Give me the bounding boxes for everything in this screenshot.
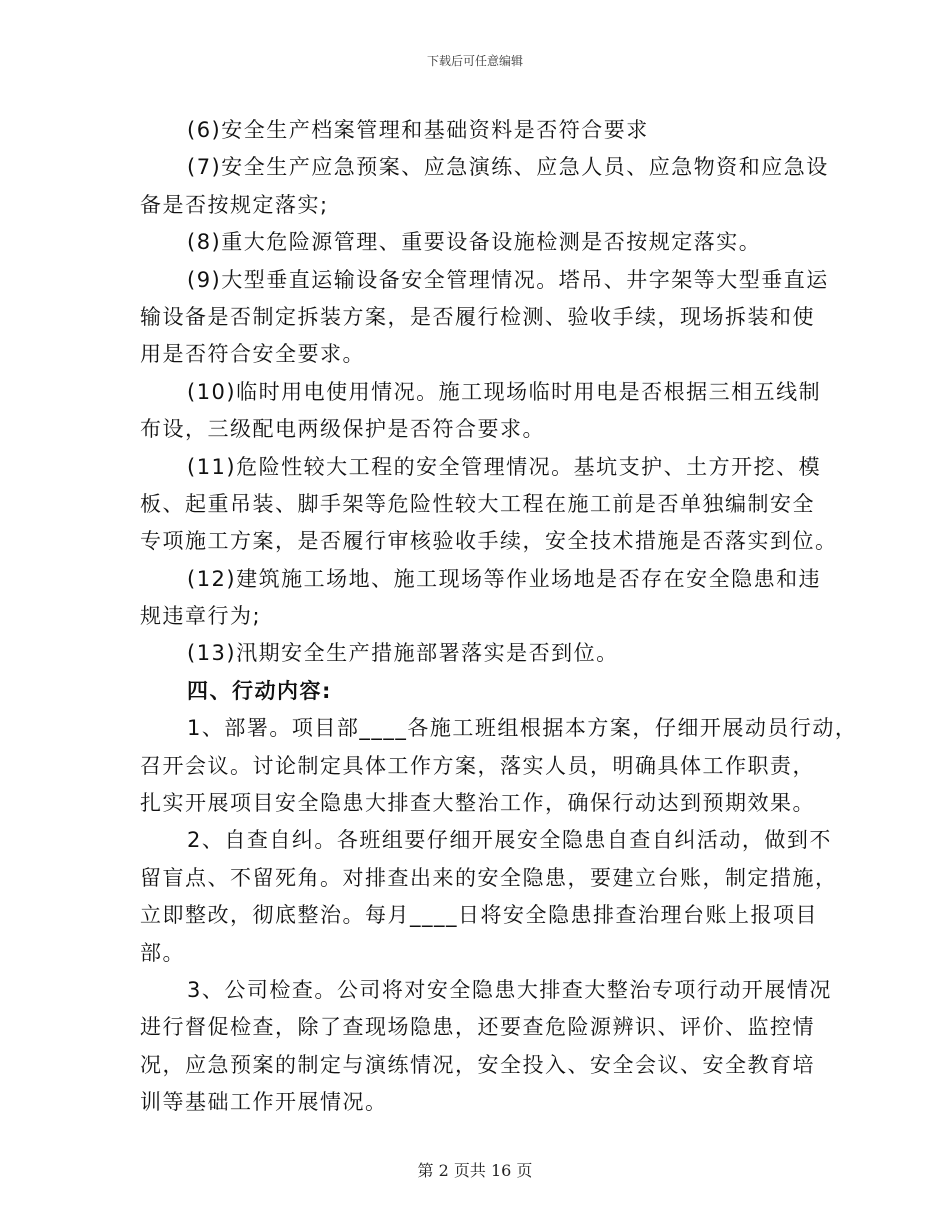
text-line: (9)大型垂直运输设备安全管理情况。塔吊、井字架等大型垂直运 bbox=[187, 267, 829, 292]
text-line: 立即整改，彻底整治。每月____日将安全隐患排查治理台账上报项目 bbox=[140, 903, 818, 928]
text-line: 1、部署。项目部____各施工班组根据本方案，仔细开展动员行动， bbox=[187, 716, 858, 741]
text-line: 况，应急预案的制定与演练情况，安全投入、安全会议、安全教育培 bbox=[140, 1052, 815, 1077]
text-line: 3、公司检查。公司将对安全隐患大排查大整治专项行动开展情况 bbox=[187, 977, 832, 1002]
text-line: 规违章行为; bbox=[140, 604, 262, 629]
text-line: (13)汛期安全生产措施部署落实是否到位。 bbox=[187, 641, 619, 666]
text-line: (10)临时用电使用情况。施工现场临时用电是否根据三相五线制 bbox=[187, 379, 822, 404]
section-heading: 四、行动内容: bbox=[187, 678, 332, 703]
text-line: 2、自查自纠。各班组要仔细开展安全隐患自查自纠活动，做到不 bbox=[187, 828, 832, 853]
text-line: 召开会议。讨论制定具体工作方案，落实人员，明确具体工作职责， bbox=[140, 753, 815, 778]
text-line: 训等基础工作开展情况。 bbox=[140, 1090, 388, 1115]
text-line: 用是否符合安全要求。 bbox=[140, 342, 365, 367]
text-line: (12)建筑施工场地、施工现场等作业场地是否存在安全隐患和违 bbox=[187, 566, 822, 591]
text-line: 留盲点、不留死角。对排查出来的安全隐患，要建立台账，制定措施， bbox=[140, 865, 838, 890]
text-line: 板、起重吊装、脚手架等危险性较大工程在施工前是否单独编制安全 bbox=[140, 491, 815, 516]
text-line: 备是否按规定落实; bbox=[140, 192, 329, 217]
text-line: 输设备是否制定拆装方案，是否履行检测、验收手续，现场拆装和使 bbox=[140, 304, 815, 329]
text-line: 进行督促检查，除了查现场隐患，还要查危险源辨识、评价、监控情 bbox=[140, 1015, 815, 1040]
page-footer: 第 2 页共 16 页 bbox=[417, 1161, 533, 1180]
page-header: 下载后可任意编辑 bbox=[426, 54, 523, 68]
text-line: 扎实开展项目安全隐患大排查大整治工作，确保行动达到预期效果。 bbox=[140, 791, 815, 816]
text-line: 部。 bbox=[140, 940, 185, 965]
text-line: (6)安全生产档案管理和基础资料是否符合要求 bbox=[187, 118, 649, 142]
text-line: 专项施工方案，是否履行审核验收手续，安全技术措施是否落实到位。 bbox=[140, 529, 838, 554]
text-line: (7)安全生产应急预案、应急演练、应急人员、应急物资和应急设 bbox=[187, 155, 829, 180]
text-line: (11)危险性较大工程的安全管理情况。基坑支护、土方开挖、模 bbox=[187, 454, 822, 479]
document-body bbox=[140, 112, 858, 1122]
text-line: 布设，三级配电两级保护是否符合要求。 bbox=[140, 417, 545, 442]
text-line: (8)重大危险源管理、重要设备设施检测是否按规定落实。 bbox=[187, 230, 762, 255]
